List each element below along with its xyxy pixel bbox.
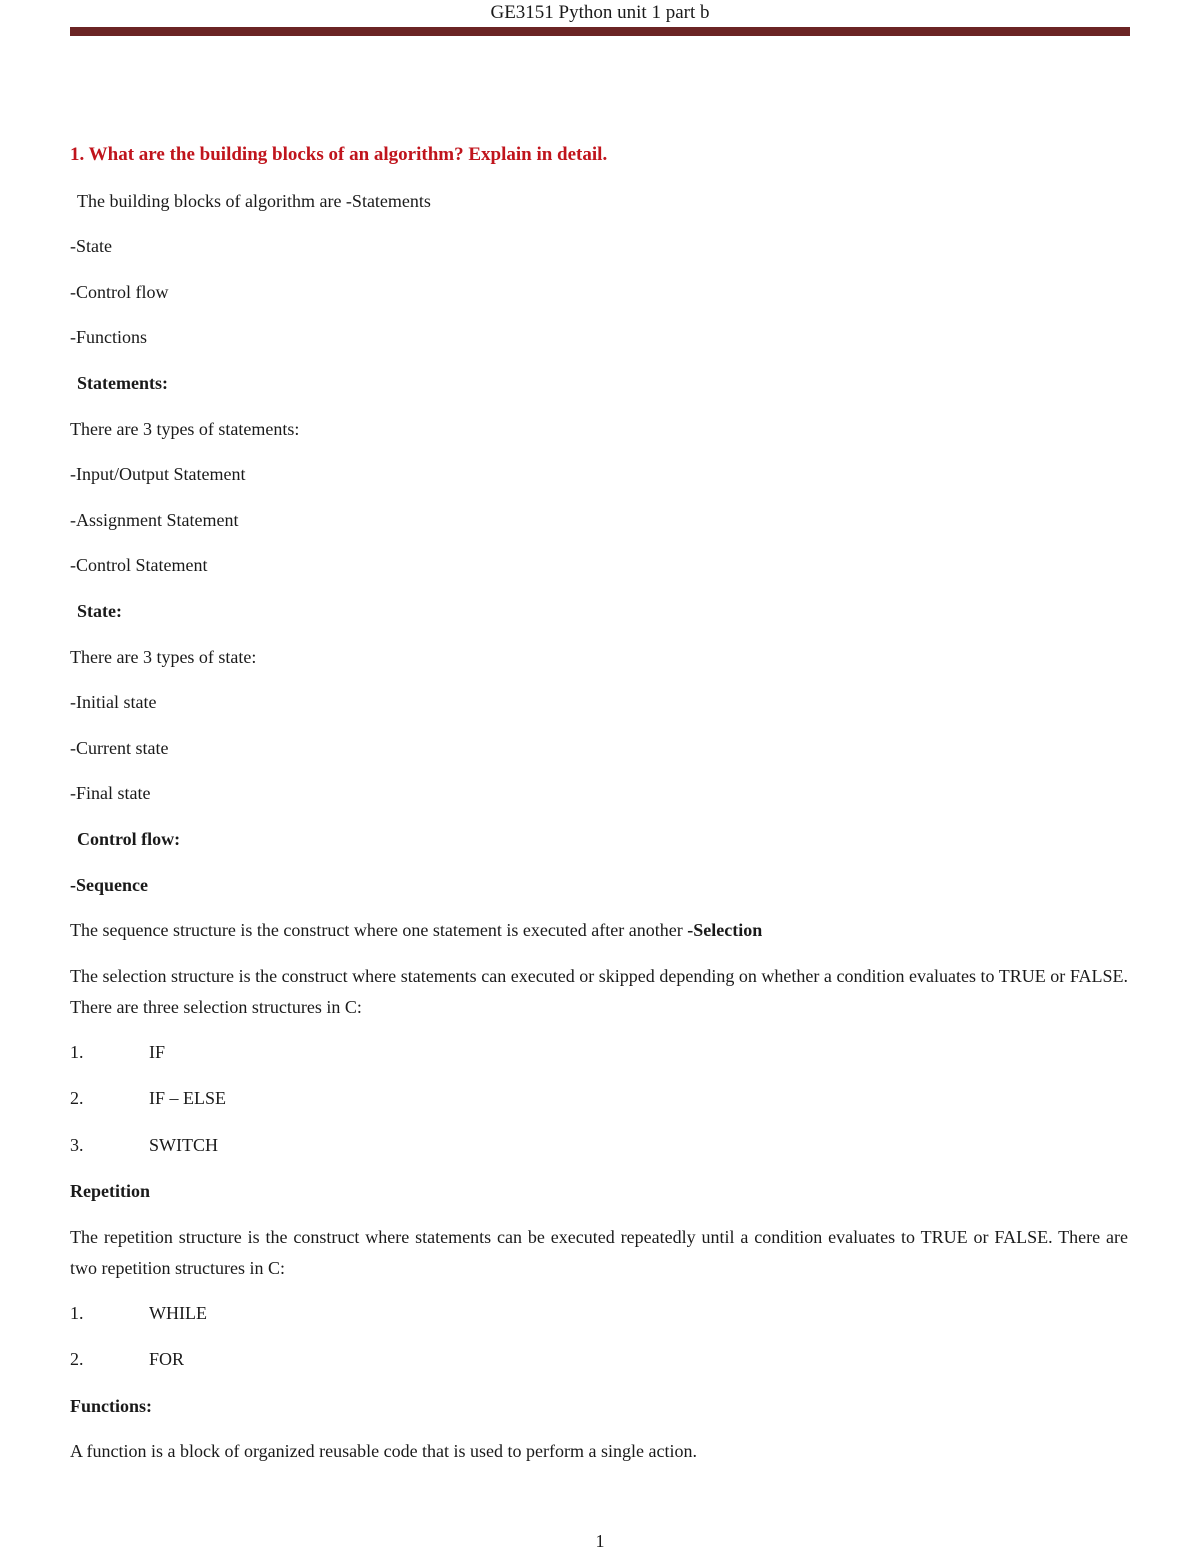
state-type: -Current state xyxy=(70,737,169,758)
list-item xyxy=(70,1344,1128,1374)
functions-text: A function is a block of organized reusable code that is used to perform a single action. xyxy=(70,1441,697,1462)
state-type: -Final state xyxy=(70,783,151,804)
list-text: FOR xyxy=(149,1349,185,1370)
block-item: -Functions xyxy=(70,327,148,348)
list-text: IF – ELSE xyxy=(149,1088,227,1109)
list-text: SWITCH xyxy=(149,1134,218,1155)
state-heading: State: xyxy=(77,600,122,621)
statements-heading: Statements: xyxy=(77,372,168,393)
header-rule xyxy=(70,27,1130,36)
list-item xyxy=(70,1037,1128,1067)
state-type: -Initial state xyxy=(70,692,157,713)
statement-type: -Input/Output Statement xyxy=(70,464,246,485)
selection-text: The selection structure is the construct where statements can executed or skipped depending on whether a condition evaluates to TRUE or FALSE. There are three selection structures in C: xyxy=(70,965,1128,1017)
statement-type: -Control Statement xyxy=(70,555,208,576)
question-heading: 1. What are the building blocks of an algorithm? Explain in detail. xyxy=(70,144,608,165)
list-number: 1. xyxy=(70,1302,84,1323)
block-item: -Control flow xyxy=(70,281,169,302)
state-intro: There are 3 types of state: xyxy=(70,646,257,667)
list-item xyxy=(70,1083,1128,1113)
control-flow-heading: Control flow: xyxy=(77,828,181,849)
sequence-paragraph xyxy=(70,915,1128,945)
list-number: 2. xyxy=(70,1088,84,1109)
repetition-heading: Repetition xyxy=(70,1181,150,1202)
list-number: 3. xyxy=(70,1134,84,1155)
list-number: 1. xyxy=(70,1041,84,1062)
functions-heading: Functions: xyxy=(70,1395,153,1416)
sequence-text: The sequence structure is the construct where one statement is executed after another xyxy=(70,920,683,941)
block-item: -State xyxy=(70,236,112,257)
page-header: GE3151 Python unit 1 part b xyxy=(490,2,710,23)
list-text: IF xyxy=(149,1041,166,1062)
selection-heading: -Selection xyxy=(687,920,763,941)
list-text: WHILE xyxy=(149,1302,207,1323)
list-number: 2. xyxy=(70,1349,84,1370)
document-body xyxy=(70,140,1128,1482)
page-number: 1 xyxy=(595,1531,605,1551)
repetition-text: The repetition structure is the construct where statements can be executed repeatedly until a condition evaluates to TRUE or FALSE. There are two repetition structures in C: xyxy=(70,1226,1128,1278)
statement-type: -Assignment Statement xyxy=(70,509,239,530)
statements-intro: There are 3 types of statements: xyxy=(70,418,300,439)
intro-text: The building blocks of algorithm are -Statements xyxy=(77,190,431,211)
list-item xyxy=(70,1298,1128,1328)
list-item xyxy=(70,1130,1128,1160)
sequence-heading: -Sequence xyxy=(70,874,148,895)
